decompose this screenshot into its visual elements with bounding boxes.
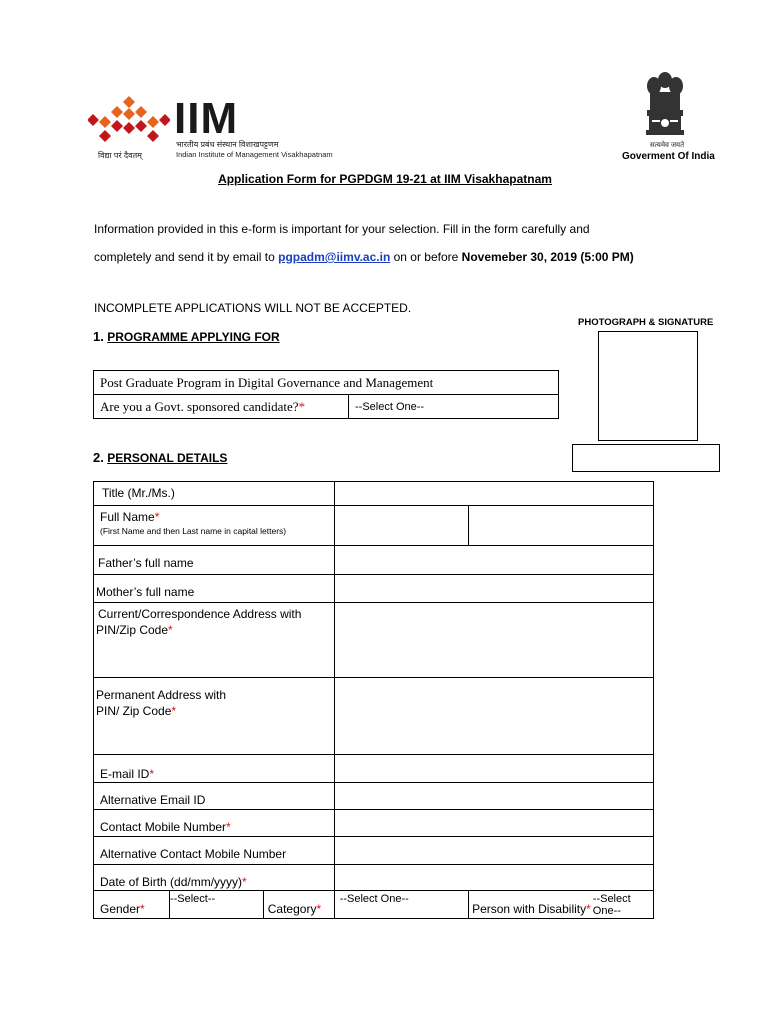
info-line-2-prefix: completely and send it by email to [94, 250, 279, 264]
father-label-cell [94, 546, 335, 575]
first-name-input[interactable] [334, 506, 468, 546]
alt-mobile-input[interactable] [334, 837, 653, 865]
current-address-line-2 [94, 621, 334, 637]
goi-label: Goverment Of India [622, 151, 715, 162]
required-mark: * [140, 902, 145, 916]
required-mark: * [154, 510, 160, 524]
mother-label-cell [94, 575, 335, 603]
form-title: Application Form for PGPDGM 19-21 at IIM Visakhapatnam [218, 172, 552, 186]
programme-table [93, 370, 559, 419]
section-2-heading [93, 450, 227, 465]
incomplete-warning: INCOMPLETE APPLICATIONS WILL NOT BE ACCEPTED. [94, 301, 412, 315]
signature-box[interactable] [572, 444, 720, 472]
info-line-1: Information provided in this e-form is important for your selection. Fill in the form carefully and [94, 222, 590, 236]
govt-question: Are you a Govt. sponsored candidate? [100, 398, 299, 414]
fullname-label-cell [94, 506, 335, 546]
title-input[interactable] [334, 482, 653, 506]
personal-details-table [93, 481, 654, 919]
deadline: Novemeber 30, 2019 (5:00 PM) [461, 250, 634, 264]
required-mark: * [226, 820, 231, 834]
father-label: Father’s full name [98, 556, 194, 570]
mobile-input[interactable] [334, 810, 653, 837]
fullname-label [94, 506, 334, 524]
current-address-pin: PIN/Zip Code [96, 623, 169, 637]
section-2-number: 2. [93, 450, 104, 465]
disability-select[interactable]: --Select One-- [592, 893, 631, 917]
permanent-address-line-1: Permanent Address with [96, 688, 227, 702]
mobile-label-cell [94, 810, 335, 837]
father-name-input[interactable] [334, 546, 653, 575]
title-label: Title (Mr./Ms.) [102, 486, 175, 500]
programme-name: Post Graduate Program in Digital Governance and Management [94, 371, 559, 395]
iim-logo-text: IIM [174, 94, 239, 143]
alt-mobile-label-cell [94, 837, 335, 865]
permanent-address-input[interactable] [334, 678, 653, 755]
dob-label [94, 865, 334, 889]
section-2-title: PERSONAL DETAILS [107, 451, 228, 465]
fullname-text: Full Name [100, 510, 155, 524]
mother-name-input[interactable] [334, 575, 653, 603]
info-line-2-middle: on or before [390, 250, 462, 264]
section-1-title: PROGRAMME APPLYING FOR [107, 330, 280, 344]
required-mark: * [149, 767, 155, 781]
goi-motto: सत्यमेव जयते [650, 142, 685, 149]
current-address-input[interactable] [334, 603, 653, 678]
category-select[interactable]: --Select One-- [334, 891, 468, 919]
dob-label-cell [94, 865, 335, 891]
permanent-address-pin: PIN/ Zip Code [96, 704, 172, 718]
email-link[interactable]: pgpadm@iimv.ac.in [278, 250, 391, 264]
disability-text: Person with Disability [472, 902, 587, 916]
title-label-cell [94, 482, 335, 506]
email-text: E-mail ID [100, 767, 150, 781]
required-mark: * [171, 704, 177, 718]
category-text: Category [267, 902, 317, 916]
section-1-heading [93, 329, 280, 344]
alt-email-label: Alternative Email ID [100, 793, 206, 807]
permanent-address-line-2 [94, 702, 334, 718]
iim-english-name: Indian Institute of Management Visakhapatnam [176, 150, 333, 159]
category-label [264, 891, 334, 916]
alt-mobile-label: Alternative Contact Mobile Number [100, 847, 287, 861]
mobile-label [94, 810, 334, 834]
email-label-cell [94, 755, 335, 783]
email-input[interactable] [334, 755, 653, 783]
required-mark: * [298, 398, 306, 414]
last-name-input[interactable] [469, 506, 654, 546]
photograph-box[interactable] [598, 331, 698, 441]
info-line-2 [94, 250, 694, 264]
current-address-label-cell [94, 603, 335, 678]
current-address-line-1: Current/Correspondence Address with [98, 607, 302, 621]
fullname-hint: (First Name and then Last name in capital letters) [100, 526, 287, 536]
alt-email-input[interactable] [334, 783, 653, 810]
required-mark: * [316, 902, 322, 916]
govt-sponsored-select[interactable]: --Select One-- [349, 395, 559, 419]
gender-select[interactable]: --Select-- [169, 891, 263, 919]
required-mark: * [242, 875, 247, 889]
required-mark: * [168, 623, 173, 637]
iim-logo-icon [88, 96, 170, 148]
category-label-cell [263, 891, 334, 919]
iim-hindi-name: भारतीय प्रबंध संस्थान विशाखपट्टणम [176, 140, 279, 149]
national-emblem-icon [642, 70, 688, 140]
mother-label: Mother’s full name [96, 585, 195, 599]
section-1-number: 1. [93, 329, 104, 344]
photo-label: PHOTOGRAPH & SIGNATURE [578, 317, 714, 328]
required-mark: * [586, 902, 591, 916]
disability-cell [469, 891, 654, 919]
dob-text: Date of Birth (dd/mm/yyyy) [100, 875, 243, 889]
dob-input[interactable] [334, 865, 653, 891]
iim-motto: विद्या परं दैवतम् [98, 151, 142, 160]
gender-label [94, 891, 169, 916]
mobile-text: Contact Mobile Number [100, 820, 227, 834]
gender-label-cell [94, 891, 170, 919]
gender-text: Gender [100, 902, 141, 916]
email-label [94, 755, 334, 781]
govt-sponsored-label [94, 395, 349, 419]
disability-label [469, 891, 591, 917]
permanent-address-label-cell [94, 678, 335, 755]
alt-email-label-cell [94, 783, 335, 810]
